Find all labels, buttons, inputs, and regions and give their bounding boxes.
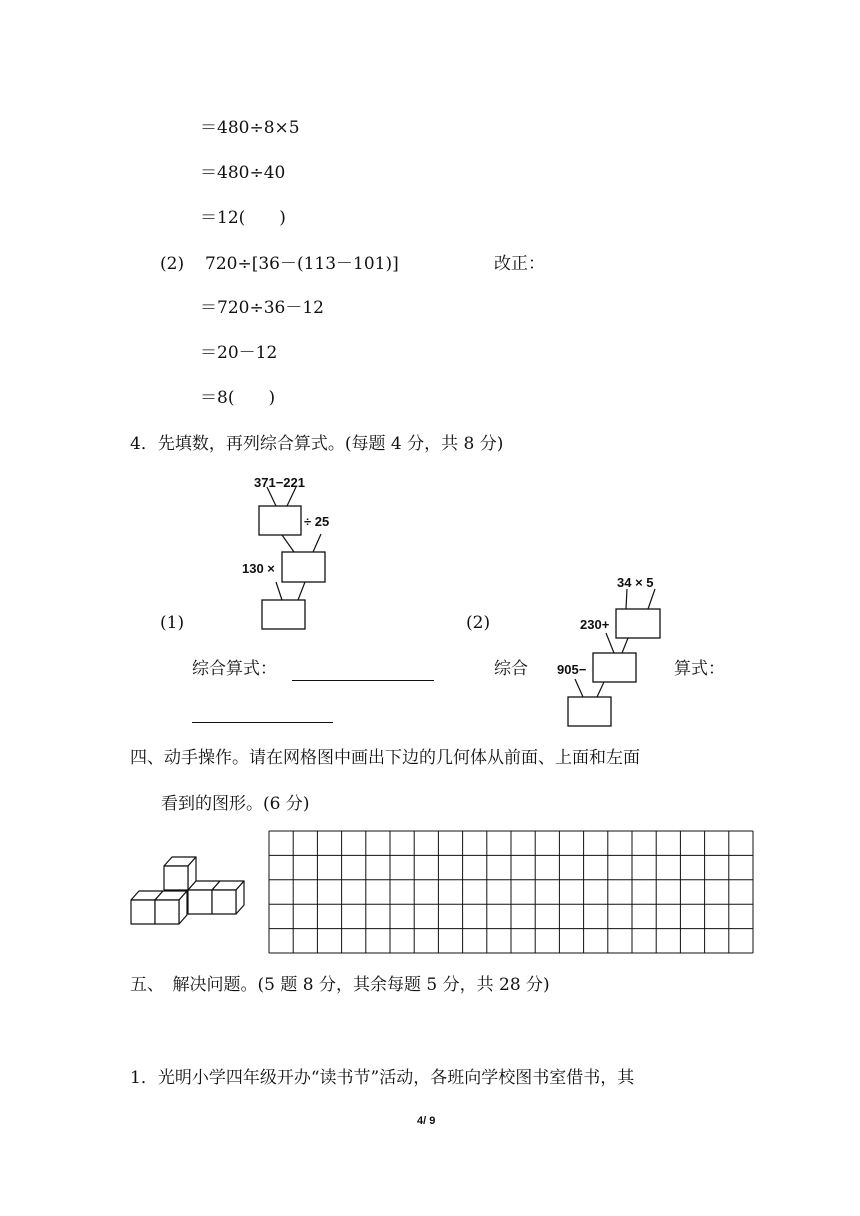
formula-2-label-a: 综合 (494, 659, 528, 679)
diagram-2-top-expression: 34 × 5 (617, 575, 654, 590)
calc-line-1: ＝480÷8×5 (200, 118, 300, 138)
correction-label: 改正： (494, 254, 545, 274)
calc-line-2: ＝480÷40 (200, 163, 286, 183)
formula-2-label-b: 算式： (674, 659, 725, 679)
diagram-1-operator-1: ÷ 25 (304, 514, 330, 529)
formula-1-label: 综合算式： (192, 659, 277, 679)
calc-line-5: ＝720÷36－12 (200, 298, 324, 318)
calc-line-7: ＝8( ) (200, 388, 276, 408)
diagram-1-top-expression: 371−221 (254, 475, 305, 490)
calc-line-3: ＝12( ) (200, 208, 286, 228)
diagram-2-operator-1: 230+ (580, 617, 610, 632)
problem-2-expression: 720÷[36－(113－101)] (205, 254, 399, 274)
section-5-title: 五、 解决问题。(5 题 8 分，其余每题 5 分，共 28 分) (130, 975, 550, 995)
problem-2-label: (2) (160, 254, 185, 274)
page-number: 4/ 9 (417, 1115, 436, 1127)
section-4-title: 四、动手操作。请在网格图中画出下边的几何体从前面、上面和左面 (130, 748, 640, 768)
problem-1-text: 1．光明小学四年级开办“读书节”活动，各班向学校图书室借书，其 (130, 1068, 635, 1088)
section-4-title-continued: 看到的图形。(6 分) (161, 794, 310, 814)
part-2-label: (2) (466, 613, 491, 633)
question-4-title: 4．先填数，再列综合算式。(每题 4 分，共 8 分) (130, 434, 504, 454)
part-1-label: (1) (160, 613, 185, 633)
diagram-2-operator-2: 905− (557, 662, 587, 677)
diagram-1-operator-2: 130 × (242, 561, 275, 576)
calc-line-6: ＝20－12 (200, 343, 278, 363)
